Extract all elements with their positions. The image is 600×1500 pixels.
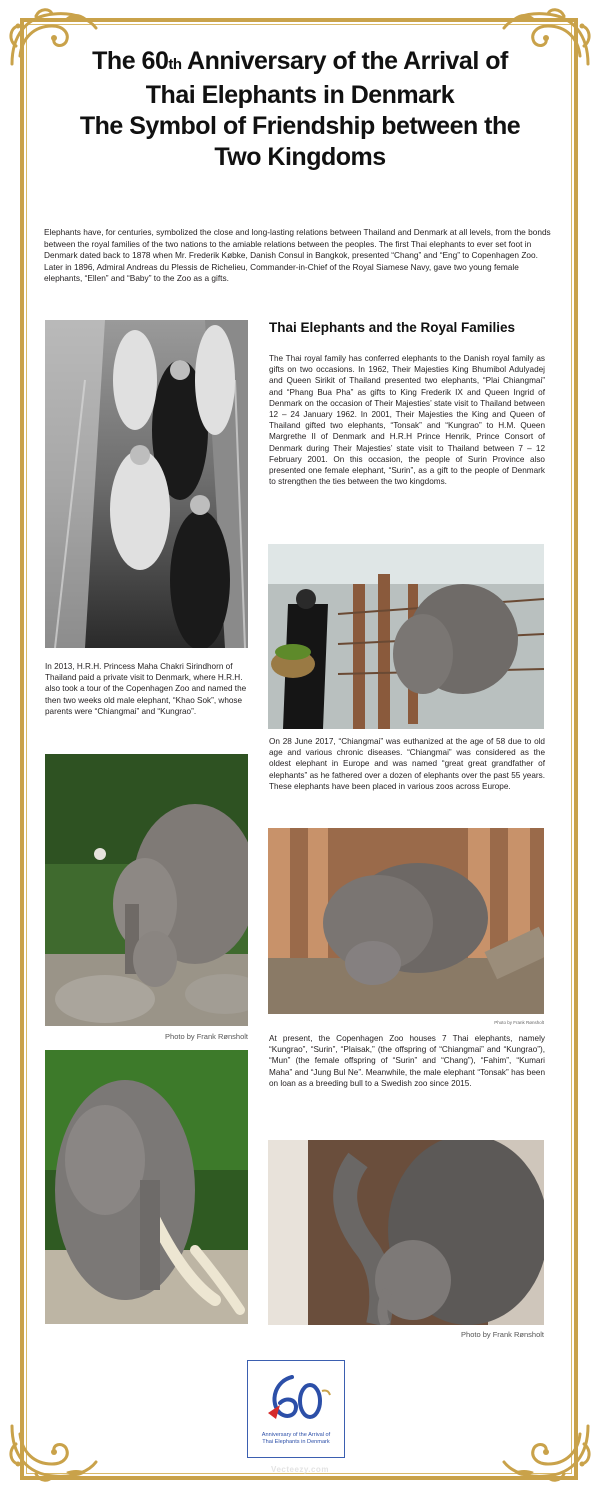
photo-credit-small: Photo by Frank Rønsholt	[494, 1020, 544, 1025]
photo-credit-left: Photo by Frank Rønsholt	[165, 1032, 248, 1041]
photo-elephant-with-calf	[45, 754, 248, 1026]
title-line-1: The 60th Anniversary of the Arrival of	[92, 47, 508, 75]
intro-paragraph: Elephants have, for centuries, symbolized the close and long-lasting relations between Thailand and Denmark at all levels, from the bonds between the royal families of the two nations to the amiable relations between the peoples. The first Thai elephants to ever set foot in Denmark dated back to 1878 when Mr. Frederik Købke, Danish Consul in Bangkok, presented “Chang” and “Eng” to Copenhagen Zoo. Later in 1896, Admiral Andreas du Plessis de Richelieu, Commander-in-Chief of the Royal Siamese Navy, gave two young female elephants, “Ellen” and “Baby” to the Zoo as a gifts.	[44, 227, 551, 284]
logo-caption-line-2: Thai Elephants in Denmark	[262, 1439, 330, 1445]
photo-credit-bottom-right: Photo by Frank Rønsholt	[461, 1330, 544, 1339]
photo-royal-visit-staircase	[45, 320, 248, 648]
logo-caption-line-1: Anniversary of the Arrival of	[261, 1432, 331, 1438]
anniversary-logo	[247, 1360, 345, 1458]
title-line-2: Thai Elephants in Denmark	[145, 81, 455, 109]
princess-visit-paragraph: In 2013, H.R.H. Princess Maha Chakri Sirindhorn of Thailand paid a private visit to Denmark, where H.R.H. also took a tour of the Copenhagen Zoo and named the then two weeks old male elephant, “Khao Sok”, whose parents were “Chiangmai” and “Kungrao”.	[45, 662, 247, 716]
ornament-corner-bottom-left-icon	[6, 1420, 102, 1484]
title-line-3: The Symbol of Friendship between the	[79, 112, 521, 140]
present-elephants-paragraph: At present, the Copenhagen Zoo houses 7 Thai elephants, namely “Kungrao”, “Surin”, “Plaisak,” (the offspring of “Chiangmai” and “Kungrao”), “Mun” (the female offspring of “Surin” and “Chang”), “Fahim”, “Kumari Maha” and “Jung Bul Ne”. Meanwhile, the male elephant “Tonsak” has been on loan as a breeding bull to a Swedish zoo since 2015.	[269, 1034, 545, 1088]
title-line-4: Two Kingdoms	[214, 143, 386, 171]
photo-mother-and-calf-trunks	[268, 1140, 544, 1325]
ornament-corner-bottom-right-icon	[498, 1420, 594, 1484]
logo-sixty-icon	[262, 1369, 332, 1436]
page-title	[70, 46, 530, 173]
watermark: Vecteezy.com	[271, 1465, 329, 1474]
photo-elephant-family	[268, 828, 544, 1014]
royal-families-paragraph: The Thai royal family has conferred elephants to the Danish royal family as gifts on two occasions. In 1962, Their Majesties King Bhumibol Adulyadej and Queen Sirikit of Thailand presented two elephants, “Plai Chiangmai” and “Phang Bua Pha” as gifts to King Frederik IX and Queen Ingrid of Denmark on the occasion of Their Majesties’ state visit to Thailand between 12 – 24 January 1962. In 2001, Their Majesties the King and Queen of Thailand gifted two elephants, “Tonsak” and “Kungrao” to H.M. Queen Margrethe II of Denmark and H.R.H Prince Henrik, Prince Consort of Denmark during Their Majesties’ state visit to Thailand between 7 – 12 February 2001. On this occasion, the people of Surin Province also presented one female elephant, “Surin”, as a gift to the people of Denmark to strengthen the ties between the two kingdoms.	[269, 354, 545, 487]
section-heading-royal-families: Thai Elephants and the Royal Families	[269, 320, 516, 335]
logo-caption	[250, 1432, 342, 1446]
chiangmai-paragraph: On 28 June 2017, “Chiangmai” was euthanized at the age of 58 due to old age and various chronic diseases. “Chiangmai” was considered as the oldest elephant in Europe and was named “great great grandfather of elephants” as he fathered over a dozen of elephants over the past 55 years. These elephants have been placed in various zoos across Europe.	[269, 737, 545, 791]
photo-feeding-elephants	[268, 544, 544, 729]
photo-tusked-elephant	[45, 1050, 248, 1324]
